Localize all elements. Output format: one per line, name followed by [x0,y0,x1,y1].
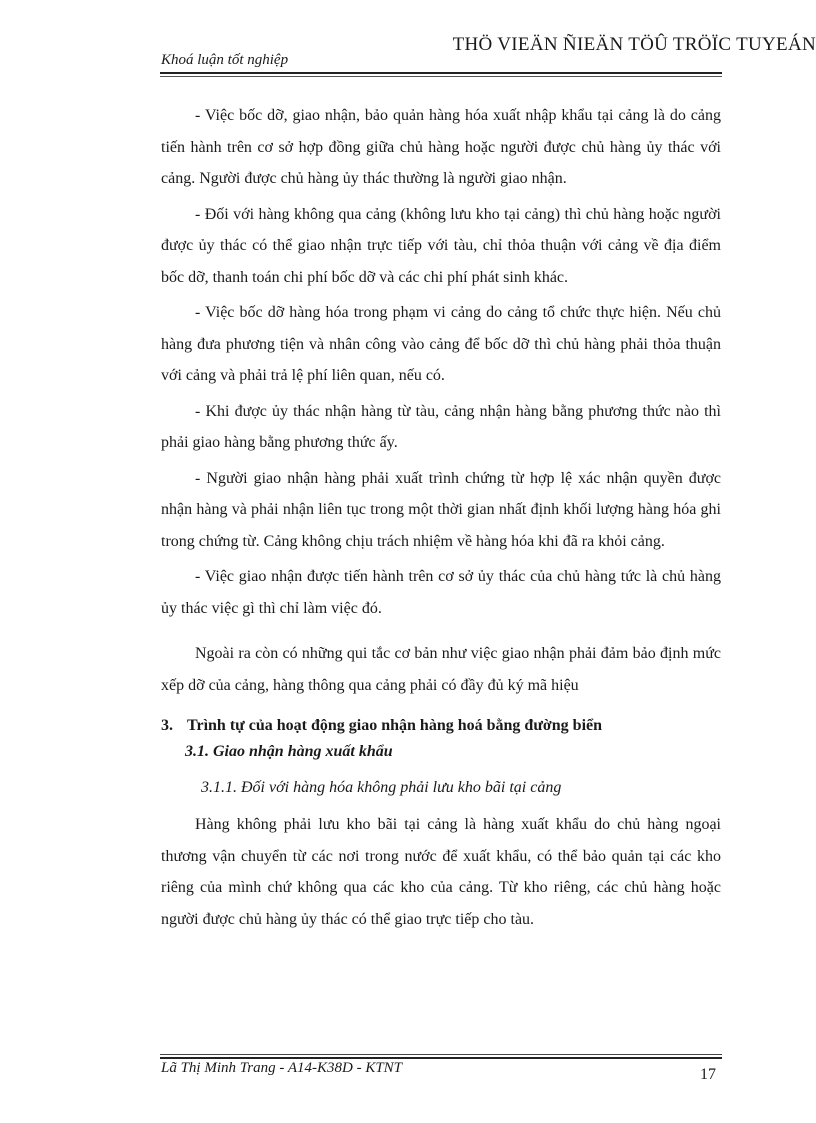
footer-divider-thin [160,1054,722,1055]
header-thesis-label: Khoá luận tốt nghiệp [161,52,289,68]
subsubsection-heading: 3.1.1. Đối với hàng hóa không phải lưu kho bãi tại cảng [201,779,562,796]
paragraph-bullet-2: - Đối với hàng không qua cảng (không lưu kho tại cảng) thì chủ hàng hoặc người được ủy thác có thể giao nhận trực tiếp với tàu, chỉ thỏa thuận với cảng về địa điểm bốc dỡ, thanh toán chi phí bốc dỡ và các chi phí phát sinh khác. [161,205,721,286]
header-library-watermark: THÖ VIEÄN ÑIEÄN TÖÛ TRÖÏC TUYEÁN [452,34,816,55]
paragraph-bullet-6: - Việc giao nhận được tiến hành trên cơ sở ủy thác của chủ hàng tức là chủ hàng ủy thác việc gì thì chỉ làm việc đó. [161,568,721,617]
footer-divider [160,1057,722,1059]
paragraph-bullet-1: - Việc bốc dỡ, giao nhận, bảo quản hàng hóa xuất nhập khẩu tại cảng là do cảng tiến hành trên cơ sở hợp đồng giữa chủ hàng hoặc người được chủ hàng ủy thác với cảng. Người được chủ hàng ủy thác thường là người giao nhận. [161,107,721,187]
paragraph-final: Hàng không phải lưu kho bãi tại cảng là hàng xuất khẩu do chủ hàng ngoại thương vận chuyển từ các nơi trong nước để xuất khẩu, có thể bảo quản tại các kho riêng của mình chứ không qua các kho của cảng. Từ kho riêng, các chủ hàng hoặc người được chủ hàng ủy thác có thể giao trực tiếp cho tàu. [161,816,721,928]
page-number: 17 [700,1066,716,1083]
header-divider [160,72,722,74]
section-number: 3. [161,717,173,734]
page-body [161,100,721,939]
paragraph-bullet-5: - Người giao nhận hàng phải xuất trình chứng từ hợp lệ xác nhận quyền được nhận hàng và phải nhận liên tục trong một thời gian nhất định khối lượng hàng hóa ghi trong chứng từ. Cảng không chịu trách nhiệm về hàng hóa khi đã ra khỏi cảng. [161,469,721,550]
header-divider-thin [160,76,722,77]
paragraph-bullet-4: - Khi được ủy thác nhận hàng từ tàu, cảng nhận hàng bằng phương thức nào thì phải giao hàng bằng phương thức ấy. [161,402,721,451]
section-title: Trình tự của hoạt động giao nhận hàng hoá bằng đường biển [187,717,603,734]
subsection-heading: 3.1. Giao nhận hàng xuất khẩu [185,743,393,760]
paragraph-bullet-3: - Việc bốc dỡ hàng hóa trong phạm vi cảng do cảng tổ chức thực hiện. Nếu chủ hàng đưa phương tiện và nhân công vào cảng để bốc dỡ thì chủ hàng phải thỏa thuận với cảng và phải trả lệ phí liên quan, nếu có. [161,304,721,384]
footer-author: Lã Thị Minh Trang - A14-K38D - KTNT [161,1060,403,1076]
section-heading [161,713,721,739]
paragraph-closing: Ngoài ra còn có những qui tắc cơ bản như việc giao nhận phải đảm bảo định mức xếp dỡ của cảng, hàng thông qua cảng phải có đầy đủ ký mã hiệu [161,645,721,694]
